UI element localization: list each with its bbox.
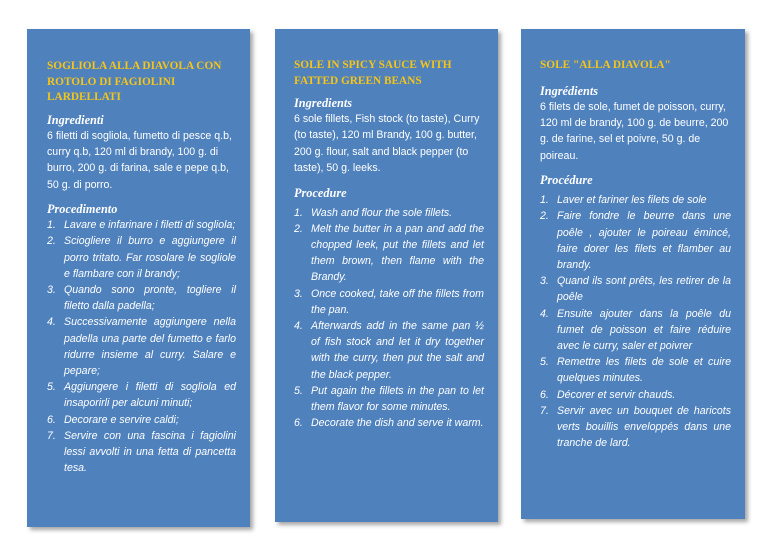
- procedure-step: [294, 205, 484, 221]
- step-number: 4.: [540, 307, 549, 320]
- procedure-step: [47, 314, 236, 379]
- step-number: 5.: [540, 356, 549, 369]
- step-number: 6.: [47, 413, 56, 426]
- procedure-step: [47, 428, 236, 477]
- procedure-step: [47, 217, 236, 233]
- procedure-steps: [540, 192, 731, 451]
- procedure-step: [540, 192, 731, 208]
- step-text: Quand ils sont prêts, les retirer de la poêle: [557, 275, 731, 304]
- procedure-step: [294, 318, 484, 383]
- step-number: 6.: [294, 417, 303, 430]
- procedure-step: [540, 208, 731, 273]
- step-text: Once cooked, take off the fillets from the pan.: [311, 287, 484, 316]
- step-number: 3.: [540, 275, 549, 288]
- step-number: 6.: [540, 388, 549, 401]
- recipe-title: SOLE "ALLA DIAVOLA": [540, 59, 671, 71]
- step-number: 7.: [47, 429, 56, 442]
- step-number: 7.: [540, 404, 549, 417]
- step-number: 5.: [47, 381, 56, 394]
- ingredients-text: 6 filetti di sogliola, fumetto di pesce q.b, curry q.b, 120 ml di brandy, 100 g. di burro, 200 g. di farina, sale e pepe q.b, 50 g. di porro.: [47, 129, 232, 191]
- procedure-step: [294, 415, 484, 431]
- step-number: 3.: [47, 283, 56, 296]
- step-text: Ensuite ajouter dans la poêle du fumet de poisson et faire réduire avec le curry, saler et poivrer: [557, 307, 731, 352]
- procedure-steps: [294, 205, 484, 432]
- step-number: 1.: [47, 219, 56, 232]
- step-text: Servir avec un bouquet de haricots verts bouillis enveloppés dans une tranche de lard.: [557, 404, 731, 450]
- ingredients-heading: Ingrédients: [540, 83, 599, 98]
- procedure-step: [47, 233, 236, 282]
- step-text: Quando sono pronte, togliere il filetto dalla padella;: [64, 283, 236, 313]
- recipe-title: SOLE IN SPICY SAUCE WITH FATTED GREEN BEANS: [294, 59, 452, 87]
- step-text: Lavare e infarinare i filetti di sogliola;: [64, 219, 236, 232]
- procedure-step: [540, 306, 731, 355]
- ingredients-heading: Ingredienti: [47, 112, 104, 127]
- procedure-heading: Procédure: [540, 173, 593, 188]
- procedure-step: [540, 273, 731, 305]
- step-text: Decorare e servire caldi;: [64, 413, 179, 426]
- procedure-step: [294, 383, 484, 415]
- recipe-panel-english: [275, 29, 498, 522]
- step-number: 1.: [540, 194, 549, 207]
- procedure-step: [47, 282, 236, 314]
- procedure-step: [540, 387, 731, 403]
- recipe-title: SOGLIOLA ALLA DIAVOLA CON ROTOLO DI FAGIOLINI LARDELLATI: [47, 60, 222, 103]
- step-text: Decorate the dish and serve it warm.: [311, 417, 484, 430]
- step-text: Sciogliere il burro e aggiungere il porro tritato. Far rosolare le sogliole e flambare con il brandy;: [64, 235, 236, 280]
- step-text: Laver et fariner les filets de sole: [557, 194, 707, 207]
- step-text: Décorer et servir chauds.: [557, 388, 676, 401]
- step-number: 4.: [294, 320, 303, 333]
- step-text: Put again the fillets in the pan to let them flavor for some minutes.: [311, 384, 484, 414]
- ingredients-text: 6 filets de sole, fumet de poisson, curry, 120 ml de brandy, 100 g. de beurre, 200 g. de farine, sel et poivre, 50 g. de poireau.: [540, 100, 729, 162]
- step-text: Afterwards add in the same pan ½ of fish stock and let it dry together with the curry, then put the salt and the black pepper.: [311, 320, 484, 381]
- procedure-step: [540, 403, 731, 452]
- procedure-heading: Procedimento: [47, 202, 118, 217]
- procedure-step: [47, 412, 236, 428]
- step-number: 2.: [47, 235, 56, 248]
- procedure-step: [540, 354, 731, 386]
- step-text: Faire fondre le beurre dans une poêle , ajouter le poireau émincé, faire dorer les filets et flamber au brandy.: [557, 210, 731, 271]
- ingredients-heading: Ingredients: [294, 96, 353, 110]
- recipe-panel-french: [521, 29, 745, 519]
- ingredients-text: 6 sole fillets, Fish stock (to taste), Curry (to taste), 120 ml Brandy, 100 g. butter, 200 g. flour, salt and black pepper (to taste), 50 g. leeks.: [294, 113, 480, 175]
- step-text: Remettre les filets de sole et cuire quelques minutes.: [557, 356, 731, 385]
- step-number: 4.: [47, 316, 56, 329]
- procedure-steps: [47, 217, 236, 476]
- step-text: Wash and flour the sole fillets.: [311, 206, 453, 219]
- procedure-step: [47, 379, 236, 411]
- procedure-heading: Procedure: [294, 185, 347, 200]
- step-text: Melt the butter in a pan and add the chopped leek, put the fillets and let them brown, then flame with the Brandy.: [311, 222, 484, 284]
- procedure-step: [294, 221, 484, 286]
- recipe-panel-italian: [27, 29, 250, 527]
- step-number: 5.: [294, 384, 303, 397]
- step-number: 3.: [294, 287, 303, 300]
- procedure-step: [294, 286, 484, 318]
- step-text: Aggiungere i filetti di sogliola ed insaporirli per alcuni minuti;: [64, 381, 236, 410]
- step-text: Successivamente aggiungere nella padella una parte del fumetto e farlo ridurre insieme al curry. Salare e pepare;: [64, 316, 236, 377]
- step-number: 2.: [294, 222, 303, 235]
- step-number: 1.: [294, 206, 303, 219]
- step-number: 2.: [540, 210, 549, 223]
- step-text: Servire con una fascina i fagiolini lessi avvolti in una fetta di pancetta tesa.: [64, 429, 236, 475]
